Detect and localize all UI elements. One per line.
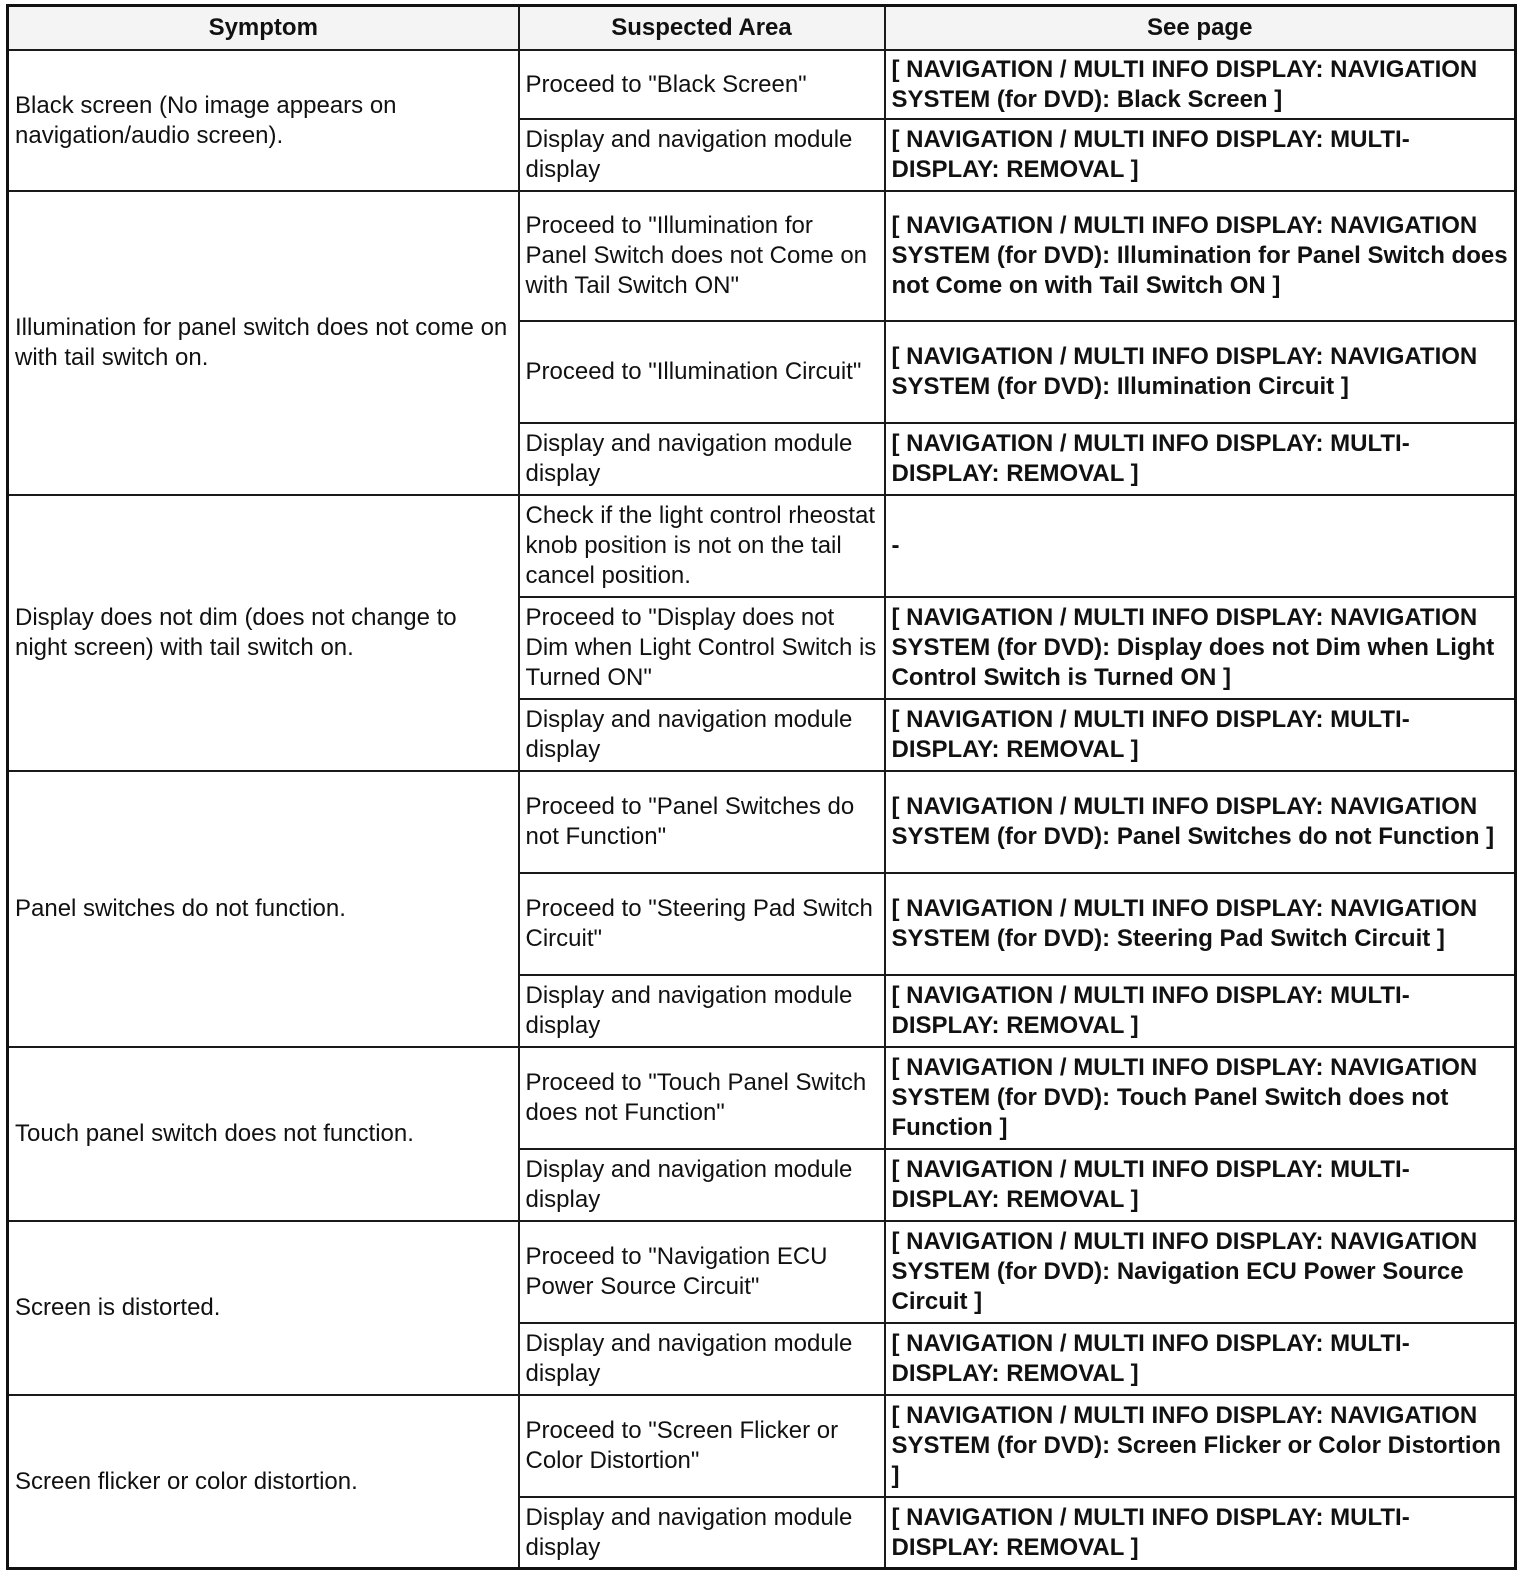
- see-page-cell: [ NAVIGATION / MULTI INFO DISPLAY: MULTI-DISPLAY: REMOVAL ]: [885, 1497, 1516, 1569]
- see-page-cell: [ NAVIGATION / MULTI INFO DISPLAY: MULTI-DISPLAY: REMOVAL ]: [885, 699, 1516, 771]
- suspected-area-cell: Proceed to "Illumination Circuit": [519, 321, 885, 423]
- see-page-cell: [ NAVIGATION / MULTI INFO DISPLAY: NAVIGATION SYSTEM (for DVD): Illumination for Panel Switch does not Come on with Tail Switch ON ]: [885, 191, 1516, 321]
- suspected-area-cell: Proceed to "Black Screen": [519, 50, 885, 119]
- symptom-table: [6, 4, 1517, 1570]
- see-page-cell: [ NAVIGATION / MULTI INFO DISPLAY: MULTI-DISPLAY: REMOVAL ]: [885, 1323, 1516, 1395]
- header-symptom: Symptom: [8, 6, 519, 50]
- symptom-cell: Panel switches do not function.: [8, 771, 519, 1047]
- suspected-area-cell: Proceed to "Screen Flicker or Color Distortion": [519, 1395, 885, 1497]
- header-see-page: See page: [885, 6, 1516, 50]
- see-page-cell: -: [885, 495, 1516, 597]
- suspected-area-cell: Proceed to "Navigation ECU Power Source Circuit": [519, 1221, 885, 1323]
- suspected-area-cell: Proceed to "Panel Switches do not Function": [519, 771, 885, 873]
- symptom-cell: Black screen (No image appears on navigation/audio screen).: [8, 50, 519, 191]
- symptom-cell: Screen flicker or color distortion.: [8, 1395, 519, 1569]
- see-page-cell: [ NAVIGATION / MULTI INFO DISPLAY: NAVIGATION SYSTEM (for DVD): Navigation ECU Power Source Circuit ]: [885, 1221, 1516, 1323]
- suspected-area-cell: Display and navigation module display: [519, 1149, 885, 1221]
- see-page-cell: [ NAVIGATION / MULTI INFO DISPLAY: NAVIGATION SYSTEM (for DVD): Touch Panel Switch does not Function ]: [885, 1047, 1516, 1149]
- see-page-cell: [ NAVIGATION / MULTI INFO DISPLAY: NAVIGATION SYSTEM (for DVD): Illumination Circuit ]: [885, 321, 1516, 423]
- suspected-area-cell: Proceed to "Display does not Dim when Light Control Switch is Turned ON": [519, 597, 885, 699]
- suspected-area-cell: Check if the light control rheostat knob position is not on the tail cancel position.: [519, 495, 885, 597]
- see-page-cell: [ NAVIGATION / MULTI INFO DISPLAY: NAVIGATION SYSTEM (for DVD): Panel Switches do not Function ]: [885, 771, 1516, 873]
- suspected-area-cell: Display and navigation module display: [519, 1497, 885, 1569]
- see-page-cell: [ NAVIGATION / MULTI INFO DISPLAY: NAVIGATION SYSTEM (for DVD): Steering Pad Switch Circuit ]: [885, 873, 1516, 975]
- header-row: [8, 6, 1516, 50]
- see-page-cell: [ NAVIGATION / MULTI INFO DISPLAY: MULTI-DISPLAY: REMOVAL ]: [885, 975, 1516, 1047]
- symptom-cell: Touch panel switch does not function.: [8, 1047, 519, 1221]
- table-row: [8, 1221, 1516, 1323]
- see-page-cell: [ NAVIGATION / MULTI INFO DISPLAY: NAVIGATION SYSTEM (for DVD): Screen Flicker or Color Distortion ]: [885, 1395, 1516, 1497]
- table-body: [8, 50, 1516, 1569]
- suspected-area-cell: Display and navigation module display: [519, 119, 885, 191]
- see-page-cell: [ NAVIGATION / MULTI INFO DISPLAY: NAVIGATION SYSTEM (for DVD): Display does not Dim when Light Control Switch is Turned ON ]: [885, 597, 1516, 699]
- table-row: [8, 1047, 1516, 1149]
- suspected-area-cell: Proceed to "Illumination for Panel Switch does not Come on with Tail Switch ON": [519, 191, 885, 321]
- see-page-cell: [ NAVIGATION / MULTI INFO DISPLAY: MULTI-DISPLAY: REMOVAL ]: [885, 1149, 1516, 1221]
- table-row: [8, 191, 1516, 321]
- table-row: [8, 50, 1516, 119]
- suspected-area-cell: Display and navigation module display: [519, 1323, 885, 1395]
- suspected-area-cell: Display and navigation module display: [519, 975, 885, 1047]
- header-suspected-area: Suspected Area: [519, 6, 885, 50]
- see-page-cell: [ NAVIGATION / MULTI INFO DISPLAY: NAVIGATION SYSTEM (for DVD): Black Screen ]: [885, 50, 1516, 119]
- symptom-cell: Display does not dim (does not change to night screen) with tail switch on.: [8, 495, 519, 771]
- symptom-cell: Screen is distorted.: [8, 1221, 519, 1395]
- see-page-cell: [ NAVIGATION / MULTI INFO DISPLAY: MULTI-DISPLAY: REMOVAL ]: [885, 119, 1516, 191]
- table-row: [8, 771, 1516, 873]
- table-row: [8, 1395, 1516, 1497]
- suspected-area-cell: Display and navigation module display: [519, 699, 885, 771]
- suspected-area-cell: Display and navigation module display: [519, 423, 885, 495]
- table-row: [8, 495, 1516, 597]
- see-page-cell: [ NAVIGATION / MULTI INFO DISPLAY: MULTI-DISPLAY: REMOVAL ]: [885, 423, 1516, 495]
- symptom-cell: Illumination for panel switch does not come on with tail switch on.: [8, 191, 519, 495]
- suspected-area-cell: Proceed to "Touch Panel Switch does not Function": [519, 1047, 885, 1149]
- suspected-area-cell: Proceed to "Steering Pad Switch Circuit": [519, 873, 885, 975]
